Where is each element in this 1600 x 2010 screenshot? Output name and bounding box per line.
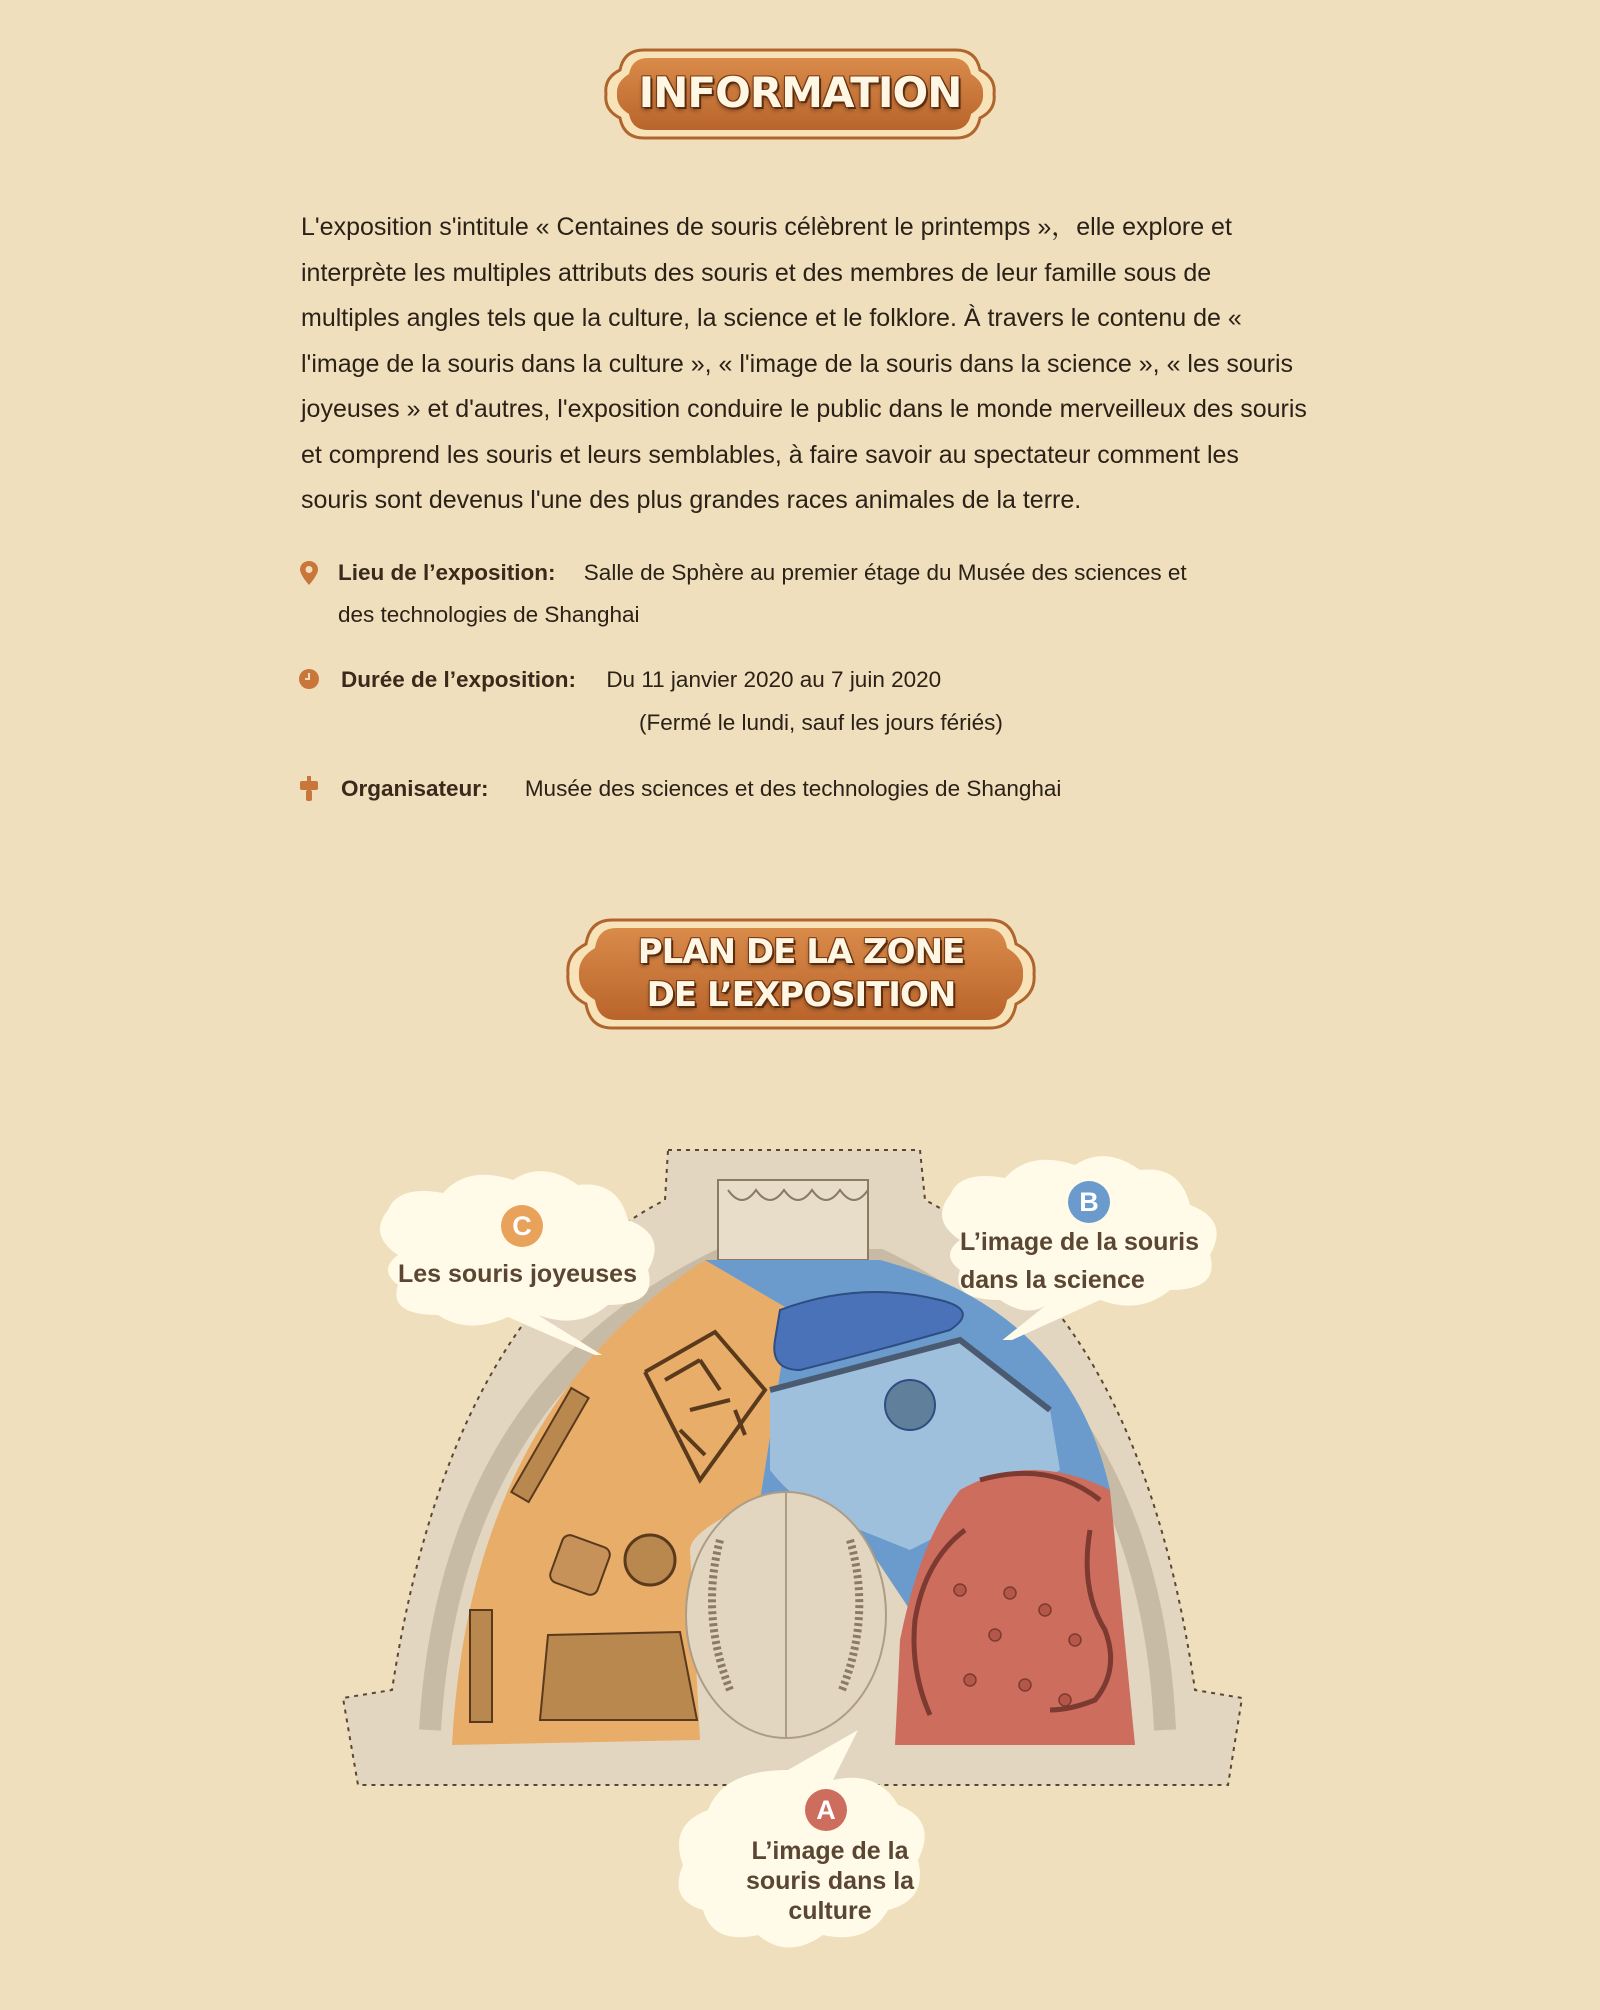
zone-a-label-line1: L’image de la — [751, 1837, 909, 1865]
entrance-structure — [718, 1180, 868, 1260]
information-banner — [604, 44, 996, 144]
intro-paragraph: L'exposition s'intitule « Centaines de souris célèbrent le printemps »，elle explore et interprète les multiples attributs des souris et des membres de leur famille sous de multiples angles tels que la culture, la science et le folklore. À travers le contenu de « l'image de la souris dans la culture », « l'image de la souris dans la science », « les souris joyeuses » et d'autres, l'exposition conduire le public dans le monde merveilleux des souris et comprend les souris et leurs semblables, à faire savoir au spectateur comment les souris sont devenus l'une des plus grandes races animales de la terre. — [301, 213, 1307, 514]
location-pin-icon — [299, 560, 319, 586]
plan-title-line2: DE L’EXPOSITION — [646, 975, 956, 1015]
location-value-line2: des technologies de Shanghai — [338, 602, 640, 627]
bench — [470, 1610, 492, 1722]
stage — [540, 1632, 697, 1720]
zone-b-label-line1: L’image de la souris — [960, 1228, 1199, 1256]
plan-title-line1: PLAN DE LA ZONE — [637, 932, 965, 972]
zone-c-badge: C — [501, 1205, 543, 1247]
duration-row — [341, 659, 1321, 701]
information-title: INFORMATION — [638, 68, 962, 117]
round-table — [625, 1535, 675, 1585]
duration-value-line2: (Fermé le lundi, sauf les jours fériés) — [639, 710, 1003, 735]
organizer-row — [341, 768, 1321, 810]
round-display — [885, 1380, 935, 1430]
location-row — [338, 552, 1318, 594]
duration-value-line1: Du 11 janvier 2020 au 7 juin 2020 — [606, 667, 942, 692]
location-label: Lieu de l’exposition: — [338, 560, 556, 585]
zone-b-badge: B — [1068, 1181, 1110, 1223]
duration-label: Durée de l’exposition: — [341, 667, 577, 692]
zone-a-badge: A — [805, 1789, 847, 1831]
zone-c-label: Les souris joyeuses — [397, 1260, 637, 1288]
zone-a-label-line2: souris dans la — [745, 1867, 915, 1895]
location-value-line1: Salle de Sphère au premier étage du Musée des sciences et — [583, 560, 1187, 585]
organizer-icon — [299, 776, 319, 802]
organizer-value: Musée des sciences et des technologies de Shanghai — [524, 776, 1062, 801]
clock-icon — [298, 668, 320, 690]
zone-b-label-line2: dans la science — [960, 1266, 1145, 1294]
zone-a-label-line3: culture — [788, 1897, 872, 1925]
plan-banner — [566, 914, 1036, 1034]
organizer-label: Organisateur: — [341, 776, 489, 801]
